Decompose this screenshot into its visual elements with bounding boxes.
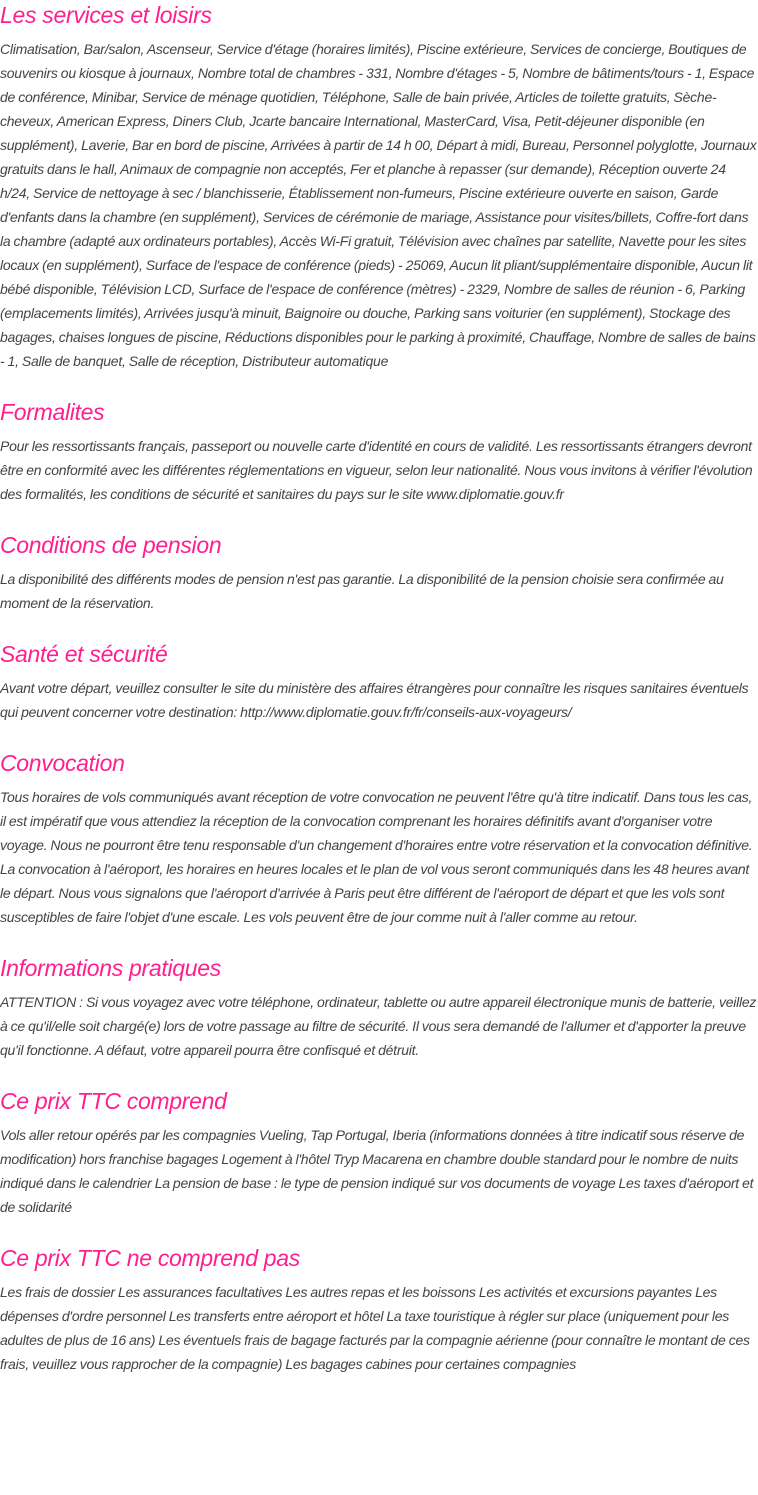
section-prix-ne-comprend-pas: [0, 1244, 758, 1376]
section-body: Climatisation, Bar/salon, Ascenseur, Service d'étage (horaires limités), Piscine extérieure, Services de concierge, Boutiques de souvenirs ou kiosque à journaux, Nombre total de chambres - 331, Nombre d'étages - 5, Nombre de bâtiments/tours - 1, Espace de conférence, Minibar, Service de ménage quotidien, Téléphone, Salle de bain privée, Articles de toilette gratuits, Sèche-cheveux, American Express, Diners Club, Jcarte bancaire International, MasterCard, Visa, Petit-déjeuner disponible (en supplément), Laverie, Bar en bord de piscine, Arrivées à partir de 14 h 00, Départ à midi, Bureau, Personnel polyglotte, Journaux gratuits dans le hall, Animaux de compagnie non acceptés, Fer et planche à repasser (sur demande), Réception ouverte 24 h/24, Service de nettoyage à sec / blanchisserie, Établissement non-fumeurs, Piscine extérieure ouverte en saison, Garde d'enfants dans la chambre (en supplément), Services de cérémonie de mariage, Assistance pour visites/billets, Coffre-fort dans la chambre (adapté aux ordinateurs portables), Accès Wi-Fi gratuit, Télévision avec chaînes par satellite, Navette pour les sites locaux (en supplément), Surface de l'espace de conférence (pieds) - 25069, Aucun lit pliant/supplémentaire disponible, Aucun lit bébé disponible, Télévision LCD, Surface de l'espace de conférence (mètres) - 2329, Nombre de salles de réunion - 6, Parking (emplacements limités), Arrivées jusqu'à minuit, Baignoire ou douche, Parking sans voiturier (en supplément), Stockage des bagages, chaises longues de piscine, Réductions disponibles pour le parking à proximité, Chauffage, Nombre de salles de bains - 1, Salle de banquet, Salle de réception, Distributeur automatique: [0, 41, 757, 369]
section-body: Les frais de dossier Les assurances facultatives Les autres repas et les boissons Les activités et excursions payantes Les dépenses d'ordre personnel Les transferts entre aéroport et hôtel La taxe touristique à régler sur place (uniquement pour les adultes de plus de 16 ans) Les éventuels frais de bagage facturés par la compagnie aérienne (pour connaître le montant de ces frais, veuillez vous rapprocher de la compagnie) Les bagages cabines pour certaines compagnies: [0, 1284, 750, 1372]
section-title: Conditions de pension: [0, 532, 222, 558]
hotel-info-page: [0, 1, 758, 1376]
section-convocation: [0, 749, 758, 929]
section-sante-securite: [0, 640, 758, 724]
section-conditions-pension: [0, 531, 758, 615]
section-formalites: [0, 398, 758, 506]
section-informations-pratiques: [0, 954, 758, 1062]
section-title: Formalites: [0, 399, 105, 425]
section-body: Vols aller retour opérés par les compagnies Vueling, Tap Portugal, Iberia (informations données à titre indicatif sous réserve de modification) hors franchise bagages Logement à l'hôtel Tryp Macarena en chambre double standard pour le nombre de nuits indiqué dans le calendrier La pension de base : le type de pension indiqué sur vos documents de voyage Les taxes d'aéroport et de solidarité: [0, 1127, 754, 1215]
section-body: Avant votre départ, veuillez consulter le site du ministère des affaires étrangères pour connaître les risques sanitaires éventuels qui peuvent concerner votre destination: http://www.diplomatie.gouv.fr/fr/conseils-aux-voyageurs/: [0, 680, 749, 720]
section-services-loisirs: [0, 1, 758, 373]
section-title: Ce prix TTC comprend: [0, 1088, 227, 1114]
section-body: ATTENTION : Si vous voyagez avec votre téléphone, ordinateur, tablette ou autre appareil électronique munis de batterie, veillez à ce qu'il/elle soit chargé(e) lors de votre passage au filtre de sécurité. Il vous sera demandé de l'allumer et d'apporter la preuve qu'il fonctionne. A défaut, votre appareil pourra être confisqué et détruit.: [0, 994, 757, 1058]
section-title: Les services et loisirs: [0, 2, 212, 28]
section-prix-comprend: [0, 1087, 758, 1219]
section-title: Convocation: [0, 750, 125, 776]
section-title: Informations pratiques: [0, 955, 221, 981]
section-body: Tous horaires de vols communiqués avant réception de votre convocation ne peuvent l'être qu'à titre indicatif. Dans tous les cas, il est impératif que vous attendiez la réception de la convocation comprenant les horaires définitifs avant d'organiser votre voyage. Nous ne pourront être tenu responsable d'un changement d'horaires entre votre réservation et la convocation définitive. La convocation à l'aéroport, les horaires en heures locales et le plan de vol vous seront communiqués dans les 48 heures avant le départ. Nous vous signalons que l'aéroport d'arrivée à Paris peut être différent de l'aéroport de départ et que les vols sont susceptibles de faire l'objet d'une escale. Les vols peuvent être de jour comme nuit à l'aller comme au retour.: [0, 789, 753, 925]
section-body: La disponibilité des différents modes de pension n'est pas garantie. La disponibilité de la pension choisie sera confirmée au moment de la réservation.: [0, 571, 724, 611]
section-body: Pour les ressortissants français, passeport ou nouvelle carte d'identité en cours de validité. Les ressortissants étrangers devront être en conformité avec les différentes réglementations en vigueur, selon leur nationalité. Nous vous invitons à vérifier l'évolution des formalités, les conditions de sécurité et sanitaires du pays sur le site www.diplomatie.gouv.fr: [0, 438, 753, 502]
section-title: Ce prix TTC ne comprend pas: [0, 1245, 300, 1271]
section-title: Santé et sécurité: [0, 641, 168, 667]
